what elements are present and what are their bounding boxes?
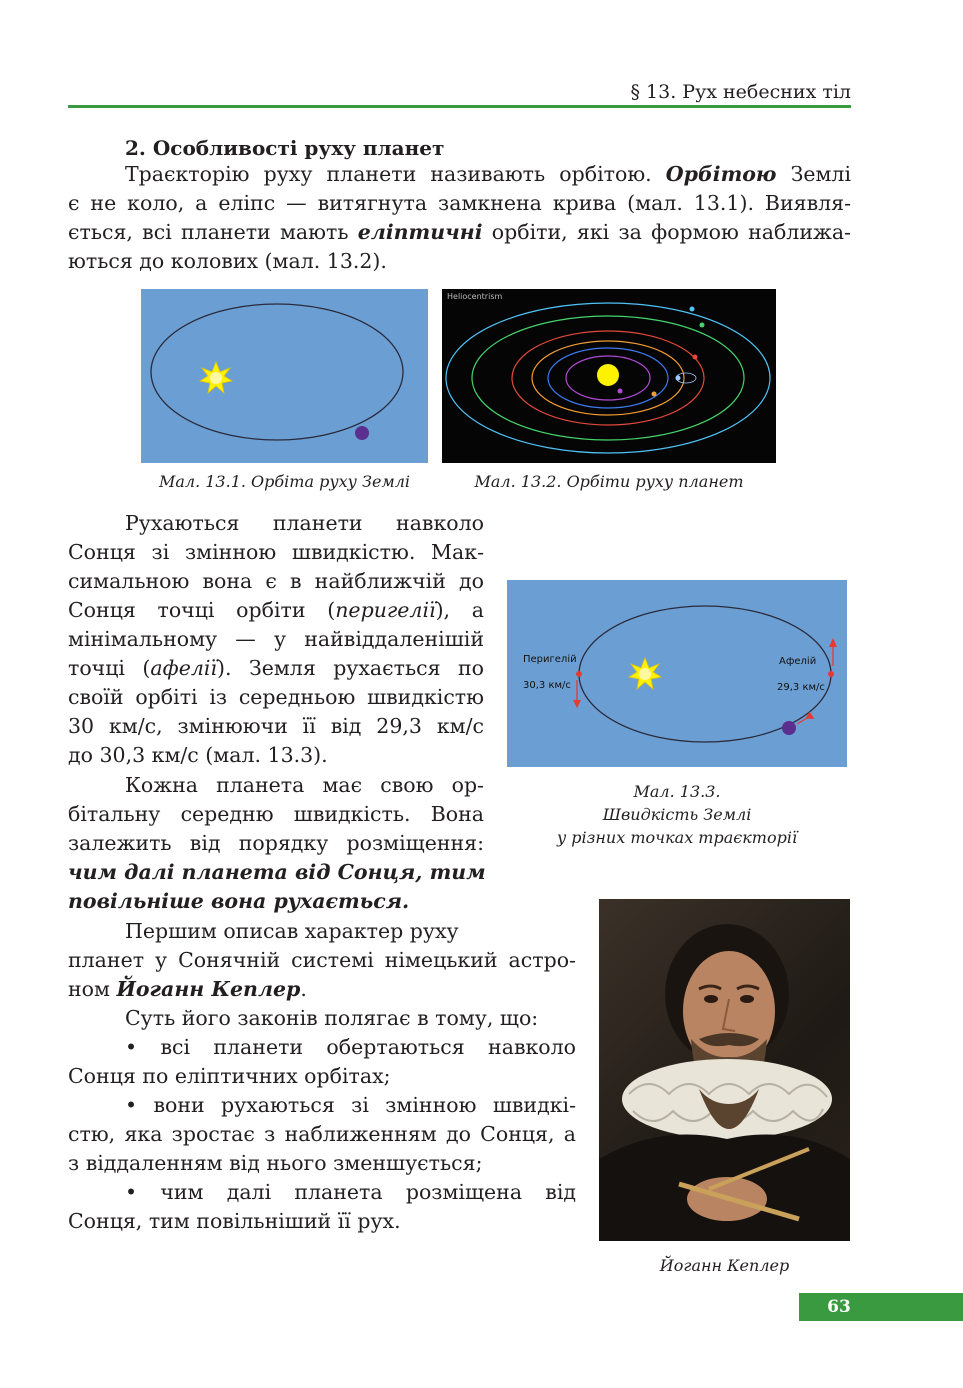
text-line: Сонця, тим повільніший її рух.: [68, 1209, 401, 1233]
text-line: Суть його законів полягає в тому, що:: [125, 1006, 539, 1030]
aphelion-point: [828, 671, 834, 677]
planet-orbits-diagram: [442, 289, 776, 463]
caption-line: Мал. 13.3.: [633, 782, 721, 801]
text-line: Траєкторію руху планети називають орбітою. Орбітою Землі: [125, 162, 851, 186]
text-line: стю, яка зростає з наближенням до Сонця, а: [68, 1122, 576, 1146]
text-line: ються до колових (мал. 13.2).: [68, 249, 387, 273]
text-line: Кожна планета має свою ор-: [125, 773, 484, 797]
paragraph-kepler-laws: [68, 1004, 576, 1236]
earth-icon: [782, 721, 796, 735]
text-line: мінімальному — у найвіддаленішій: [68, 627, 484, 651]
aphelion-label: Афелій: [779, 656, 817, 667]
text-line: симальною вона є в найближчій до: [68, 569, 484, 593]
earth-orbit-diagram: [141, 289, 428, 463]
perihelion-speed: 30,3 км/с: [523, 680, 571, 691]
text-line: точці (афелії). Земля рухається по: [68, 656, 484, 680]
text-line: Першим описав характер руху: [125, 919, 459, 943]
section-title: 2. Особливості руху планет: [125, 136, 445, 160]
text-line: бітальну середню швидкість. Вона: [68, 802, 484, 826]
perihelion-point: [576, 671, 582, 677]
text-line: повільніше вона рухається.: [68, 889, 410, 913]
caption-line: у різних точках траєкторії: [556, 828, 798, 847]
portrait-caption: Йоганн Кеплер: [659, 1256, 790, 1275]
paragraph-orbit-definition: [68, 160, 851, 276]
kepler-portrait: [599, 899, 850, 1241]
paragraph-variable-speed: [68, 509, 484, 770]
figure-earth-speed: [507, 580, 847, 767]
text-line: • всі планети обертаються навколо: [125, 1035, 576, 1059]
header-rule: [68, 105, 851, 108]
perihelion-arrow-icon: [573, 700, 581, 708]
earth-icon: [355, 426, 369, 440]
text-line: Рухаються планети навколо: [125, 511, 484, 535]
text-line: • чим далі планета розміщена від: [125, 1180, 576, 1204]
text-line: планет у Сонячній системі німецький астро-: [68, 948, 576, 972]
portrait-illustration: [599, 899, 850, 1241]
figure-13-3-caption: [507, 780, 847, 849]
text-line: • вони рухаються зі змінною швидкі-: [125, 1093, 576, 1117]
text-line: Сонця по еліптичних орбітах;: [68, 1064, 391, 1088]
text-line: залежить від порядку розміщення:: [68, 831, 484, 855]
text-line: чим далі планета від Сонця, тим: [68, 860, 486, 884]
figure-13-1-caption: Мал. 13.1. Орбіта руху Землі: [158, 472, 411, 491]
text-line: Сонця зі змінною швидкістю. Мак-: [68, 540, 484, 564]
text-line: ється, всі планети мають еліптичні орбіти, які за формою наближа-: [68, 220, 851, 244]
figure-13-2-caption: Мал. 13.2. Орбіти руху планет: [474, 472, 744, 491]
text-line: до 30,3 км/с (мал. 13.3).: [68, 743, 328, 767]
sun-icon: [629, 658, 661, 689]
aphelion-arrow-icon: [829, 638, 837, 647]
aphelion-speed: 29,3 км/с: [777, 682, 825, 693]
figure-planet-orbits: [442, 289, 776, 463]
text-line: Сонця точці орбіти (перигелії), а: [68, 598, 484, 622]
paragraph-kepler-intro: [68, 917, 576, 1004]
perihelion-label: Перигелій: [523, 654, 577, 665]
text-line: з віддаленням від нього зменшується;: [68, 1151, 483, 1175]
paragraph-orbital-speed: [68, 771, 484, 916]
heliocentrism-label: Heliocentrism: [447, 292, 503, 301]
running-head: § 13. Рух небесних тіл: [630, 81, 851, 103]
page-number: 63: [827, 1297, 851, 1317]
orbit-ellipse: [579, 606, 831, 742]
figure-earth-orbit: [141, 289, 428, 463]
text-line: своїй орбіті із середньою швидкістю: [68, 685, 484, 709]
sun-icon: [597, 364, 619, 386]
text-line: 30 км/с, змінюючи її від 29,3 км/с: [68, 714, 484, 738]
orbit-ellipse: [151, 304, 403, 440]
caption-line: Швидкість Землі: [602, 805, 752, 824]
earth-speed-diagram: [507, 580, 847, 767]
sun-icon: [200, 362, 232, 393]
text-line: є не коло, а еліпс — витягнута замкнена крива (мал. 13.1). Виявля-: [68, 191, 851, 215]
text-line: ном Йоганн Кеплер.: [68, 977, 307, 1001]
